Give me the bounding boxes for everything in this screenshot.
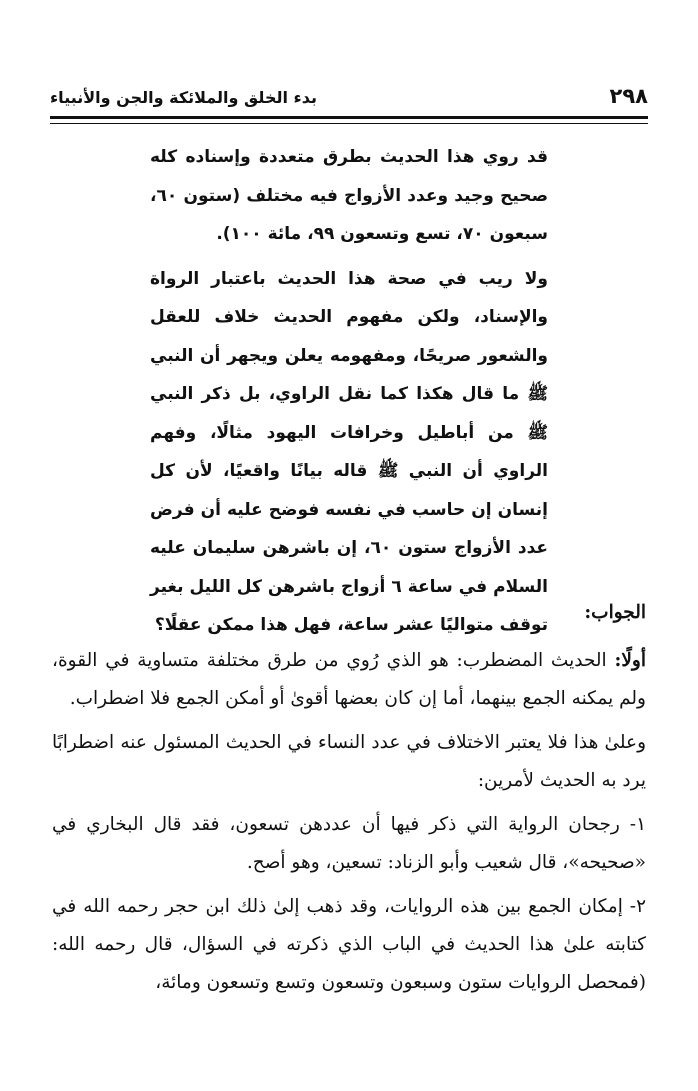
answer-paragraph-1 (52, 642, 646, 718)
answer-block (52, 594, 646, 1008)
answer-point-1: ١- رجحان الرواية التي ذكر فيها أن عددهن تسعون، فقد قال البخاري في «صحيحه»، قال شعيب وأبو الزناد: تسعين، وهو أصح. (52, 814, 646, 873)
question-paragraph-2: ولا ريب في صحة هذا الحديث باعتبار الرواة والإسناد، ولكن مفهوم الحديث خلاف للعقل والشعور صريحًا، ومفهومه يعلن ويجهر أن النبي ﷺ ما قال هكذا كما نقل الراوي، بل ذكر النبي ﷺ من أباطيل وخرافات اليهود مثالًا، وفهم الراوي أن النبي ﷺ قاله بيانًا واقعيًا، لأن كل إنسان إن حاسب في نفسه فوضح عليه أن فرض عدد الأزواج ستون ٦٠، إن باشرهن سليمان عليه السلام في ساعة ٦ أزواج باشرهن كل الليل بغير توقف متواليًا عشر ساعة، فهل هذا ممكن عقلًا؟ (150, 268, 549, 635)
answer-lead-first: أولًا: (614, 650, 646, 671)
running-title: بدء الخلق والملائكة والجن والأنبياء (50, 88, 317, 107)
answer-point-2: ٢- إمكان الجمع بين هذه الروايات، وقد ذهب إلىٰ ذلك ابن حجر رحمه الله في كتابته علىٰ هذا الحديث في الباب الذي ذكرته في السؤال، قال رحمه الله: (فمحصل الروايات ستون وسبعون وتسعون وتسع وتسعون ومائة، (52, 896, 646, 993)
answer-heading: الجواب: (584, 602, 646, 623)
page-header (50, 84, 648, 116)
question-block (150, 138, 548, 651)
answer-paragraph-1-text: الحديث المضطرب: هو الذي رُوي من طرق مختلفة متساوية في القوة، ولم يمكنه الجمع بينهما، أما إن كان بعضها أقوىٰ أو أمكن الجمع فلا اضطراب. (52, 650, 646, 709)
header-rule-thin (50, 123, 648, 124)
header-rule-thick (50, 116, 648, 119)
question-paragraph-1: قد روي هذا الحديث بطرق متعددة وإسناده كله صحيح وجيد وعدد الأزواج فيه مختلف (ستون ٦٠، سبعون ٧٠، تسع وتسعون ٩٩، مائة ١٠٠). (150, 147, 548, 244)
answer-paragraph-2: وعلىٰ هذا فلا يعتبر الاختلاف في عدد النساء في الحديث المسئول عنه اضطرابًا يرد به الحديث لأمرين: (52, 732, 646, 791)
page-number: ٢٩٨ (609, 84, 648, 108)
